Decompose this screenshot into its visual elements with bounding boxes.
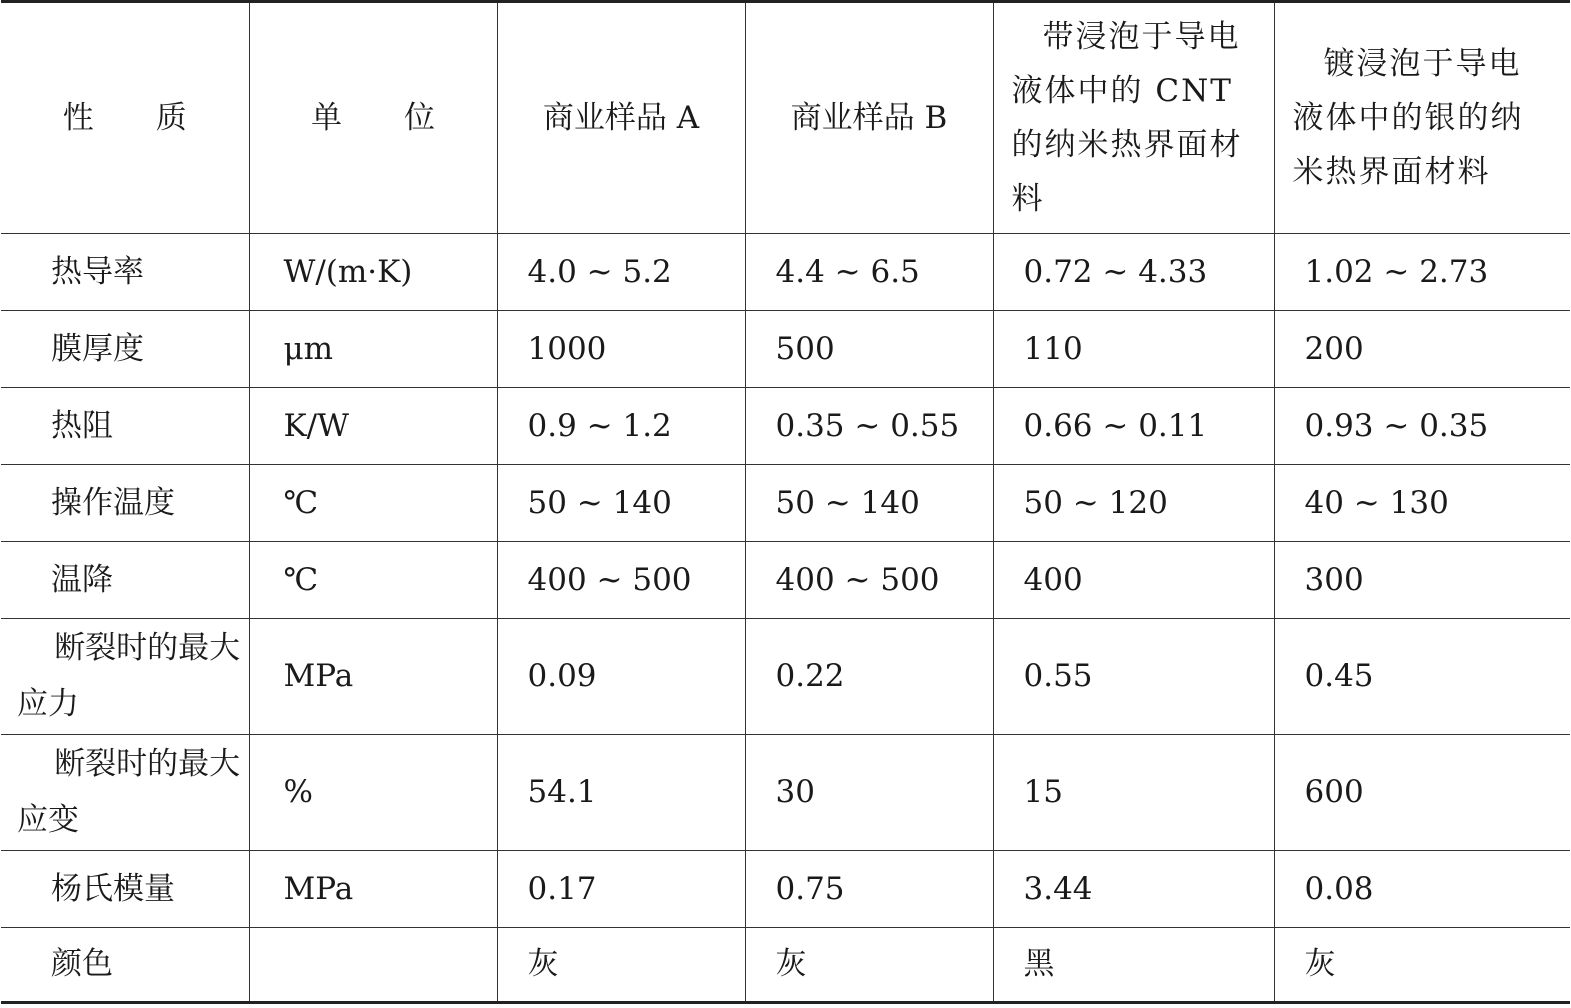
property-cell: 断裂时的最大应力 bbox=[1, 619, 249, 735]
value-cell-ag: 40 ~ 130 bbox=[1274, 465, 1570, 542]
value-cell-a: 0.09 bbox=[497, 619, 745, 735]
table-row bbox=[1, 311, 1570, 388]
value-cell-cnt: 0.72 ~ 4.33 bbox=[993, 234, 1274, 311]
property-cell: 热阻 bbox=[1, 388, 249, 465]
value-cell-b: 500 bbox=[745, 311, 993, 388]
value-cell-ag: 0.08 bbox=[1274, 851, 1570, 928]
property-cell: 杨氏模量 bbox=[1, 851, 249, 928]
value-cell-cnt: 400 bbox=[993, 542, 1274, 619]
value-cell-b: 灰 bbox=[745, 928, 993, 1003]
value-cell-ag: 0.93 ~ 0.35 bbox=[1274, 388, 1570, 465]
table-row bbox=[1, 388, 1570, 465]
header-row bbox=[1, 2, 1570, 234]
value-cell-cnt: 3.44 bbox=[993, 851, 1274, 928]
unit-cell: MPa bbox=[249, 851, 497, 928]
value-cell-cnt: 50 ~ 120 bbox=[993, 465, 1274, 542]
unit-cell: ℃ bbox=[249, 542, 497, 619]
value-cell-b: 30 bbox=[745, 735, 993, 851]
unit-cell: ℃ bbox=[249, 465, 497, 542]
property-cell: 颜色 bbox=[1, 928, 249, 1003]
value-cell-b: 400 ~ 500 bbox=[745, 542, 993, 619]
value-cell-ag: 600 bbox=[1274, 735, 1570, 851]
value-cell-b: 0.22 bbox=[745, 619, 993, 735]
value-cell-a: 1000 bbox=[497, 311, 745, 388]
value-cell-cnt: 0.55 bbox=[993, 619, 1274, 735]
value-cell-b: 50 ~ 140 bbox=[745, 465, 993, 542]
table-row bbox=[1, 735, 1570, 851]
header-property: 性 质 bbox=[1, 2, 249, 234]
header-sample-b: 商业样品 B bbox=[745, 2, 993, 234]
value-cell-ag: 0.45 bbox=[1274, 619, 1570, 735]
property-cell: 热导率 bbox=[1, 234, 249, 311]
table-row bbox=[1, 619, 1570, 735]
value-cell-a: 4.0 ~ 5.2 bbox=[497, 234, 745, 311]
header-sample-a: 商业样品 A bbox=[497, 2, 745, 234]
value-cell-ag: 200 bbox=[1274, 311, 1570, 388]
value-cell-a: 0.9 ~ 1.2 bbox=[497, 388, 745, 465]
value-cell-b: 4.4 ~ 6.5 bbox=[745, 234, 993, 311]
value-cell-b: 0.75 bbox=[745, 851, 993, 928]
table-row bbox=[1, 465, 1570, 542]
value-cell-ag: 灰 bbox=[1274, 928, 1570, 1003]
material-properties-table bbox=[1, 0, 1570, 1004]
unit-cell: % bbox=[249, 735, 497, 851]
header-unit: 单 位 bbox=[249, 2, 497, 234]
property-cell: 温降 bbox=[1, 542, 249, 619]
value-cell-a: 400 ~ 500 bbox=[497, 542, 745, 619]
unit-cell: μm bbox=[249, 311, 497, 388]
value-cell-cnt: 15 bbox=[993, 735, 1274, 851]
table-row bbox=[1, 851, 1570, 928]
value-cell-a: 50 ~ 140 bbox=[497, 465, 745, 542]
unit-cell: W/(m·K) bbox=[249, 234, 497, 311]
value-cell-b: 0.35 ~ 0.55 bbox=[745, 388, 993, 465]
table-row bbox=[1, 928, 1570, 1003]
property-cell: 断裂时的最大应变 bbox=[1, 735, 249, 851]
table-row bbox=[1, 234, 1570, 311]
property-cell: 膜厚度 bbox=[1, 311, 249, 388]
value-cell-cnt: 110 bbox=[993, 311, 1274, 388]
header-cnt-material: 带浸泡于导电液体中的 CNT 的纳米热界面材料 bbox=[993, 2, 1274, 234]
header-silver-material: 镀浸泡于导电液体中的银的纳米热界面材料 bbox=[1274, 2, 1570, 234]
value-cell-a: 54.1 bbox=[497, 735, 745, 851]
value-cell-ag: 300 bbox=[1274, 542, 1570, 619]
value-cell-a: 灰 bbox=[497, 928, 745, 1003]
value-cell-cnt: 黑 bbox=[993, 928, 1274, 1003]
value-cell-ag: 1.02 ~ 2.73 bbox=[1274, 234, 1570, 311]
value-cell-a: 0.17 bbox=[497, 851, 745, 928]
table-row bbox=[1, 542, 1570, 619]
unit-cell: K/W bbox=[249, 388, 497, 465]
unit-cell: MPa bbox=[249, 619, 497, 735]
value-cell-cnt: 0.66 ~ 0.11 bbox=[993, 388, 1274, 465]
property-cell: 操作温度 bbox=[1, 465, 249, 542]
unit-cell bbox=[249, 928, 497, 1003]
